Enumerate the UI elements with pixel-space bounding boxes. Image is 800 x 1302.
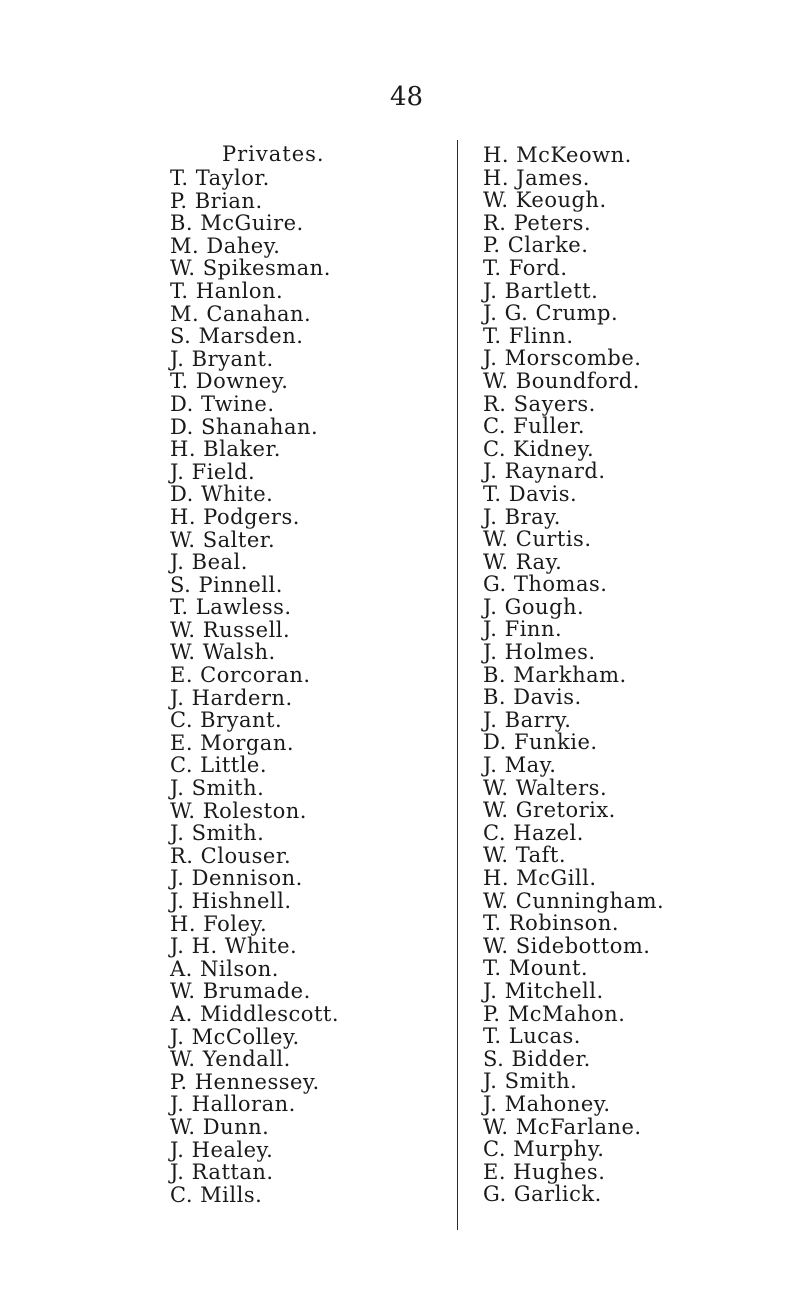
left-name-entry: J. Smith. [170, 821, 265, 846]
left-name-entry: M. Canahan. [170, 301, 312, 326]
right-name-entry: J. Barry. [483, 707, 572, 732]
right-name-entry: T. Davis. [483, 481, 578, 506]
right-name-entry: H. James. [483, 165, 590, 190]
right-name-entry: T. Flinn. [483, 323, 574, 348]
right-name-entry: G. Thomas. [483, 572, 608, 597]
right-name-entry: J. Bartlett. [483, 278, 599, 303]
left-name-entry: J. Rattan. [170, 1160, 274, 1185]
right-name-entry: D. Funkie. [483, 730, 598, 755]
left-name-entry: H. Blaker. [170, 437, 281, 462]
right-name-entry: T. Robinson. [483, 911, 620, 936]
right-name-entry: H. McGill. [483, 866, 597, 890]
left-name-entry: S. Marsden. [170, 324, 304, 349]
column-divider [457, 140, 458, 1230]
right-name-entry: J. Holmes. [483, 640, 596, 665]
right-name-entry: E. Hughes. [483, 1159, 606, 1184]
left-name-entry: J. Smith. [170, 776, 265, 801]
left-name-entry: P. Hennessey. [170, 1069, 320, 1094]
right-name-entry: W. Sidebottom. [483, 933, 651, 958]
right-name-entry: W. Taft. [483, 843, 567, 868]
right-name-column [483, 144, 783, 1206]
left-name-entry: S. Pinnell. [170, 572, 283, 597]
left-name-entry: T. Taylor. [170, 166, 270, 190]
right-name-entry: T. Ford. [483, 255, 568, 280]
left-name-entry: A. Nilson. [170, 956, 279, 981]
left-name-entry: W. Russell. [170, 617, 291, 642]
left-name-entry: W. Roleston. [170, 798, 307, 823]
right-name-entry: S. Bidder. [483, 1046, 591, 1071]
right-name-entry: W. Boundford. [483, 368, 640, 393]
right-name-entry: W. Walters. [483, 775, 608, 800]
right-name-entry: J. Finn. [483, 617, 563, 642]
right-name-entry: G. Garlick. [483, 1182, 602, 1207]
left-name-entry: T. Lawless. [170, 595, 292, 620]
right-name-entry: C. Murphy. [483, 1137, 605, 1162]
left-name-entry: D. Shanahan. [170, 414, 319, 439]
left-name-entry: T. Downey. [170, 369, 289, 394]
right-name-entry: P. Clarke. [483, 233, 589, 258]
right-name-entry: W. Gretorix. [483, 798, 616, 823]
left-name-entry: C. Mills. [170, 1182, 263, 1207]
right-name-entry: W. McFarlane. [483, 1114, 642, 1139]
right-name-entry: P. McMahon. [483, 1001, 626, 1026]
left-name-entry: J. McColley. [170, 1024, 300, 1049]
right-name-entry: J. Mahoney. [483, 1091, 611, 1116]
left-name-entry: W. Salter. [170, 527, 276, 552]
right-name-entry: J. Mitchell. [483, 978, 604, 1003]
right-name-entry: W. Cunningham. [483, 888, 665, 913]
right-name-entry: W. Ray. [483, 549, 563, 574]
left-name-entry: J. Dennison. [170, 866, 303, 891]
right-name-entry: R. Sayers. [483, 391, 596, 416]
right-name-entry: B. Davis. [483, 685, 582, 710]
left-name-entry: P. Brian. [170, 188, 263, 213]
left-name-column [170, 167, 440, 1206]
left-name-entry: W. Yendall. [170, 1047, 291, 1072]
left-name-entry: J. Halloran. [170, 1092, 296, 1117]
left-name-entry: E. Corcoran. [170, 663, 311, 688]
left-name-entry: M. Dahey. [170, 233, 281, 258]
right-name-entry: T. Lucas. [483, 1024, 581, 1049]
left-name-entry: J. H. White. [170, 934, 298, 959]
left-name-entry: W. Brumade. [170, 979, 311, 1004]
left-name-entry: E. Morgan. [170, 730, 295, 755]
left-name-entry: J. Beal. [170, 550, 248, 575]
left-name-entry: D. Twine. [170, 391, 275, 416]
privates-heading: Privates. [222, 142, 325, 166]
left-name-entry: B. McGuire. [170, 211, 304, 236]
left-name-entry: C. Bryant. [170, 708, 283, 733]
left-name-entry: W. Spikesman. [170, 256, 331, 281]
right-name-entry: R. Peters. [483, 210, 592, 235]
left-name-entry: J. Healey. [170, 1137, 274, 1162]
left-name-entry: D. White. [170, 482, 274, 507]
left-name-entry: J. Field. [170, 459, 256, 484]
left-name-entry: R. Clouser. [170, 843, 292, 868]
right-name-entry: B. Markham. [483, 662, 627, 687]
left-name-entry: A. Middlescott. [170, 1001, 339, 1026]
right-name-entry: C. Fuller. [483, 414, 586, 439]
page-number: 48 [390, 82, 424, 112]
left-name-entry: T. Hanlon. [170, 278, 284, 303]
right-name-entry: J. May. [483, 753, 557, 778]
right-name-entry: J. Morscombe. [483, 346, 642, 371]
right-name-entry: J. Bray. [483, 504, 561, 529]
left-name-entry: C. Little. [170, 753, 268, 778]
right-name-entry: H. McKeown. [483, 143, 632, 167]
right-name-entry: C. Kidney. [483, 436, 595, 461]
right-name-entry: J. Raynard. [483, 459, 606, 484]
right-name-entry: W. Curtis. [483, 527, 592, 552]
right-name-entry: T. Mount. [483, 956, 589, 981]
right-name-entry: W. Keough. [483, 188, 607, 213]
right-name-entry: J. Gough. [483, 594, 585, 619]
left-name-entry: J. Bryant. [170, 346, 274, 371]
left-name-entry: J. Hardern. [170, 685, 293, 710]
left-name-entry: J. Hishnell. [170, 889, 292, 913]
left-name-entry: H. Foley. [170, 911, 268, 936]
right-name-entry: J. G. Crump. [483, 301, 619, 326]
left-name-entry: W. Walsh. [170, 640, 276, 665]
left-name-entry: H. Podgers. [170, 504, 300, 529]
left-name-entry: W. Dunn. [170, 1114, 270, 1139]
right-name-entry: J. Smith. [483, 1069, 578, 1094]
right-name-entry: C. Hazel. [483, 820, 584, 845]
